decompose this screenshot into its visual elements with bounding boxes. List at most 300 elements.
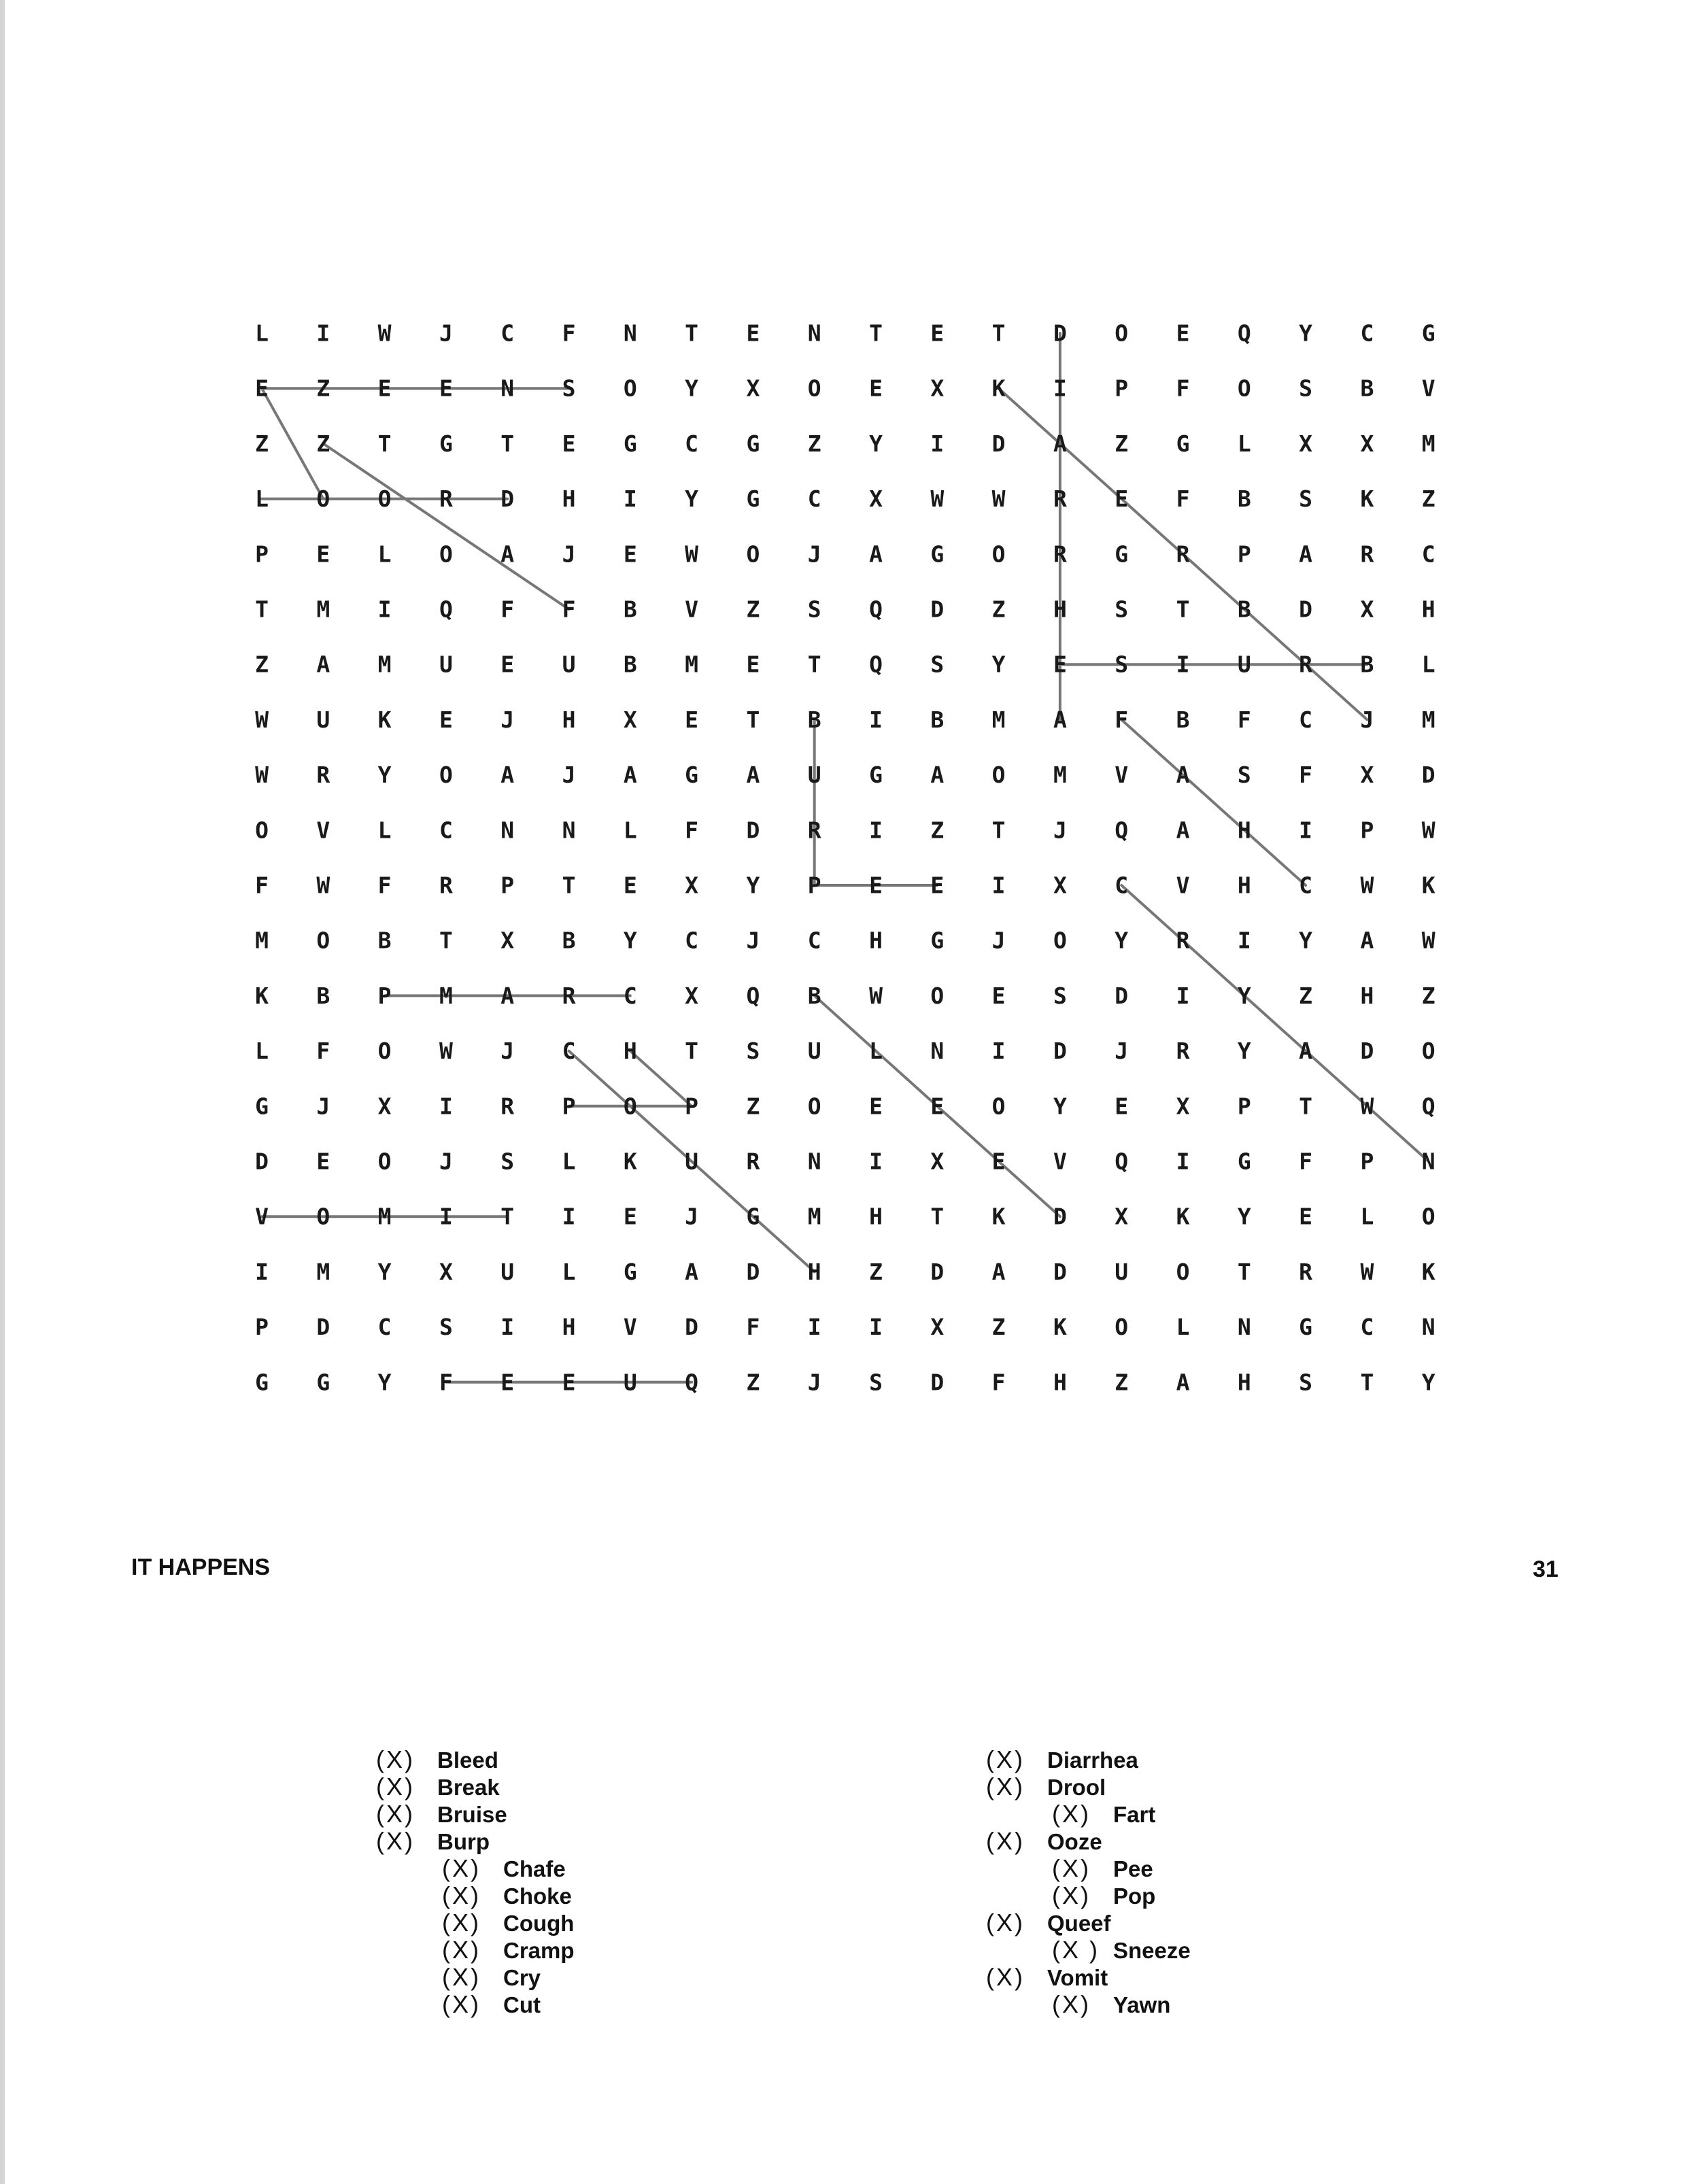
grid-letter[interactable]: J (1115, 1038, 1129, 1065)
grid-letter[interactable]: D (1299, 596, 1313, 623)
grid-letter[interactable]: B (930, 706, 945, 733)
grid-letter[interactable]: G (1115, 541, 1129, 568)
grid-letter[interactable]: M (439, 982, 453, 1009)
grid-letter[interactable]: I (807, 1314, 821, 1341)
grid-letter[interactable]: A (1299, 1038, 1313, 1065)
grid-letter[interactable]: D (746, 1258, 760, 1285)
grid-letter[interactable]: B (1237, 596, 1251, 623)
grid-letter[interactable]: A (316, 651, 330, 678)
grid-letter[interactable]: C (1115, 872, 1129, 899)
grid-letter[interactable]: G (316, 1369, 330, 1396)
grid-letter[interactable]: L (377, 541, 392, 568)
grid-letter[interactable]: U (1237, 651, 1251, 678)
grid-letter[interactable]: Y (991, 651, 1006, 678)
grid-letter[interactable]: U (500, 1258, 515, 1285)
grid-letter[interactable]: S (807, 596, 821, 623)
grid-letter[interactable]: T (1360, 1369, 1374, 1396)
grid-letter[interactable]: E (1053, 651, 1067, 678)
grid-letter[interactable]: T (439, 927, 453, 954)
grid-letter[interactable]: A (1360, 927, 1374, 954)
grid-letter[interactable]: K (377, 706, 392, 733)
grid-letter[interactable]: X (439, 1258, 453, 1285)
grid-letter[interactable]: U (807, 1038, 821, 1065)
grid-letter[interactable]: U (623, 1369, 637, 1396)
grid-letter[interactable]: J (562, 541, 576, 568)
grid-letter[interactable]: Z (1115, 430, 1129, 457)
grid-letter[interactable]: E (930, 872, 945, 899)
grid-letter[interactable]: T (685, 1038, 699, 1065)
grid-letter[interactable]: S (930, 651, 945, 678)
grid-letter[interactable]: A (1299, 541, 1313, 568)
grid-letter[interactable]: E (623, 872, 637, 899)
grid-letter[interactable]: X (1360, 762, 1374, 789)
grid-letter[interactable]: A (500, 541, 515, 568)
grid-letter[interactable]: I (1299, 817, 1313, 844)
grid-letter[interactable]: E (930, 1093, 945, 1120)
grid-letter[interactable]: F (439, 1369, 453, 1396)
grid-letter[interactable]: M (807, 1203, 821, 1230)
grid-letter[interactable]: E (500, 1369, 515, 1396)
grid-letter[interactable]: X (1360, 596, 1374, 623)
grid-letter[interactable]: Y (1115, 927, 1129, 954)
grid-letter[interactable]: M (316, 596, 330, 623)
grid-letter[interactable]: B (1360, 651, 1374, 678)
grid-letter[interactable]: V (1421, 375, 1435, 402)
grid-letter[interactable]: Z (869, 1258, 883, 1285)
grid-letter[interactable]: C (439, 817, 453, 844)
grid-letter[interactable]: A (623, 762, 637, 789)
grid-letter[interactable]: A (746, 762, 760, 789)
grid-letter[interactable]: E (869, 1093, 883, 1120)
grid-letter[interactable]: V (1176, 872, 1190, 899)
grid-letter[interactable]: F (1299, 762, 1313, 789)
grid-letter[interactable]: O (377, 485, 392, 513)
grid-letter[interactable]: V (1053, 1148, 1067, 1175)
grid-letter[interactable]: O (439, 541, 453, 568)
grid-letter[interactable]: J (439, 1148, 453, 1175)
grid-letter[interactable]: X (377, 1093, 392, 1120)
grid-letter[interactable]: M (377, 1203, 392, 1230)
grid-letter[interactable]: W (685, 541, 699, 568)
grid-letter[interactable]: F (562, 596, 576, 623)
grid-letter[interactable]: J (500, 1038, 515, 1065)
grid-letter[interactable]: Z (1115, 1369, 1129, 1396)
grid-letter[interactable]: R (500, 1093, 515, 1120)
grid-letter[interactable]: H (1421, 596, 1435, 623)
grid-letter[interactable]: G (746, 1203, 760, 1230)
grid-letter[interactable]: E (439, 375, 453, 402)
grid-letter[interactable]: B (807, 706, 821, 733)
grid-letter[interactable]: T (807, 651, 821, 678)
grid-letter[interactable]: I (991, 872, 1006, 899)
grid-letter[interactable]: X (930, 1314, 945, 1341)
grid-letter[interactable]: N (930, 1038, 945, 1065)
grid-letter[interactable]: I (500, 1314, 515, 1341)
grid-letter[interactable]: O (316, 1203, 330, 1230)
grid-letter[interactable]: V (1115, 762, 1129, 789)
grid-letter[interactable]: D (1053, 1258, 1067, 1285)
grid-letter[interactable]: E (316, 1148, 330, 1175)
grid-letter[interactable]: O (1421, 1038, 1435, 1065)
grid-letter[interactable]: T (746, 706, 760, 733)
grid-letter[interactable]: I (930, 430, 945, 457)
grid-letter[interactable]: I (255, 1258, 269, 1285)
grid-letter[interactable]: D (991, 430, 1006, 457)
grid-letter[interactable]: J (991, 927, 1006, 954)
grid-letter[interactable]: T (1176, 596, 1190, 623)
grid-letter[interactable]: L (255, 320, 269, 347)
grid-letter[interactable]: F (1115, 706, 1129, 733)
grid-letter[interactable]: D (316, 1314, 330, 1341)
grid-letter[interactable]: P (377, 982, 392, 1009)
grid-letter[interactable]: N (807, 320, 821, 347)
grid-letter[interactable]: D (1053, 320, 1067, 347)
grid-letter[interactable]: W (869, 982, 883, 1009)
grid-letter[interactable]: T (1237, 1258, 1251, 1285)
grid-letter[interactable]: L (623, 817, 637, 844)
grid-letter[interactable]: X (1176, 1093, 1190, 1120)
grid-letter[interactable]: J (807, 541, 821, 568)
grid-letter[interactable]: L (562, 1258, 576, 1285)
grid-letter[interactable]: D (930, 596, 945, 623)
grid-letter[interactable]: I (1053, 375, 1067, 402)
grid-letter[interactable]: K (1360, 485, 1374, 513)
grid-letter[interactable]: H (1053, 596, 1067, 623)
grid-letter[interactable]: K (255, 982, 269, 1009)
grid-letter[interactable]: Q (869, 596, 883, 623)
grid-letter[interactable]: T (255, 596, 269, 623)
grid-letter[interactable]: C (562, 1038, 576, 1065)
grid-letter[interactable]: M (1421, 706, 1435, 733)
grid-letter[interactable]: P (1360, 1148, 1374, 1175)
grid-letter[interactable]: S (746, 1038, 760, 1065)
grid-letter[interactable]: I (1176, 651, 1190, 678)
grid-letter[interactable]: W (1360, 1093, 1374, 1120)
grid-letter[interactable]: Y (1237, 1038, 1251, 1065)
grid-letter[interactable]: T (562, 872, 576, 899)
grid-letter[interactable]: C (807, 485, 821, 513)
grid-letter[interactable]: P (1237, 1093, 1251, 1120)
grid-letter[interactable]: O (316, 927, 330, 954)
grid-letter[interactable]: D (1053, 1038, 1067, 1065)
grid-letter[interactable]: O (991, 1093, 1006, 1120)
grid-letter[interactable]: F (685, 817, 699, 844)
grid-letter[interactable]: J (685, 1203, 699, 1230)
grid-letter[interactable]: O (1421, 1203, 1435, 1230)
grid-letter[interactable]: X (500, 927, 515, 954)
grid-letter[interactable]: G (439, 430, 453, 457)
grid-letter[interactable]: G (746, 485, 760, 513)
grid-letter[interactable]: E (991, 1148, 1006, 1175)
grid-letter[interactable]: R (807, 817, 821, 844)
grid-letter[interactable]: C (1360, 1314, 1374, 1341)
grid-letter[interactable]: Z (746, 1369, 760, 1396)
grid-letter[interactable]: J (1053, 817, 1067, 844)
grid-letter[interactable]: X (685, 872, 699, 899)
grid-letter[interactable]: Z (991, 1314, 1006, 1341)
grid-letter[interactable]: S (1299, 375, 1313, 402)
grid-letter[interactable]: R (1053, 541, 1067, 568)
grid-letter[interactable]: L (1421, 651, 1435, 678)
grid-letter[interactable]: H (562, 706, 576, 733)
grid-letter[interactable]: X (685, 982, 699, 1009)
grid-letter[interactable]: R (1299, 651, 1313, 678)
grid-letter[interactable]: Y (623, 927, 637, 954)
grid-letter[interactable]: O (991, 541, 1006, 568)
grid-letter[interactable]: L (562, 1148, 576, 1175)
grid-letter[interactable]: Y (1299, 927, 1313, 954)
grid-letter[interactable]: S (562, 375, 576, 402)
grid-letter[interactable]: T (500, 1203, 515, 1230)
grid-letter[interactable]: W (991, 485, 1006, 513)
grid-letter[interactable]: U (439, 651, 453, 678)
grid-letter[interactable]: Z (255, 651, 269, 678)
grid-letter[interactable]: J (562, 762, 576, 789)
grid-letter[interactable]: T (991, 320, 1006, 347)
grid-letter[interactable]: L (255, 1038, 269, 1065)
grid-letter[interactable]: N (500, 817, 515, 844)
grid-letter[interactable]: E (562, 1369, 576, 1396)
grid-letter[interactable]: Q (439, 596, 453, 623)
grid-letter[interactable]: B (807, 982, 821, 1009)
grid-letter[interactable]: O (1053, 927, 1067, 954)
grid-letter[interactable]: G (930, 541, 945, 568)
grid-letter[interactable]: E (869, 375, 883, 402)
grid-letter[interactable]: G (930, 927, 945, 954)
grid-letter[interactable]: P (1115, 375, 1129, 402)
grid-letter[interactable]: C (685, 430, 699, 457)
grid-letter[interactable]: T (930, 1203, 945, 1230)
grid-letter[interactable]: F (377, 872, 392, 899)
grid-letter[interactable]: M (316, 1258, 330, 1285)
grid-letter[interactable]: Y (1237, 1203, 1251, 1230)
grid-letter[interactable]: Z (807, 430, 821, 457)
grid-letter[interactable]: R (1360, 541, 1374, 568)
grid-letter[interactable]: J (439, 320, 453, 347)
grid-letter[interactable]: Y (685, 375, 699, 402)
grid-letter[interactable]: R (562, 982, 576, 1009)
grid-letter[interactable]: S (869, 1369, 883, 1396)
grid-letter[interactable]: P (1237, 541, 1251, 568)
grid-letter[interactable]: S (1053, 982, 1067, 1009)
grid-letter[interactable]: S (1237, 762, 1251, 789)
grid-letter[interactable]: C (807, 927, 821, 954)
grid-letter[interactable]: E (746, 320, 760, 347)
grid-letter[interactable]: X (1115, 1203, 1129, 1230)
grid-letter[interactable]: M (991, 706, 1006, 733)
grid-letter[interactable]: Z (1421, 982, 1435, 1009)
grid-letter[interactable]: C (1360, 320, 1374, 347)
grid-letter[interactable]: J (746, 927, 760, 954)
grid-letter[interactable]: O (807, 1093, 821, 1120)
grid-letter[interactable]: Y (869, 430, 883, 457)
grid-letter[interactable]: O (377, 1038, 392, 1065)
grid-letter[interactable]: D (255, 1148, 269, 1175)
grid-letter[interactable]: Q (746, 982, 760, 1009)
grid-letter[interactable]: D (1115, 982, 1129, 1009)
grid-letter[interactable]: G (255, 1369, 269, 1396)
grid-letter[interactable]: W (930, 485, 945, 513)
grid-letter[interactable]: I (869, 706, 883, 733)
grid-letter[interactable]: A (1176, 762, 1190, 789)
grid-letter[interactable]: Z (746, 1093, 760, 1120)
grid-letter[interactable]: V (623, 1314, 637, 1341)
grid-letter[interactable]: H (623, 1038, 637, 1065)
grid-letter[interactable]: P (500, 872, 515, 899)
grid-letter[interactable]: T (685, 320, 699, 347)
grid-letter[interactable]: K (1053, 1314, 1067, 1341)
grid-letter[interactable]: G (1176, 430, 1190, 457)
grid-letter[interactable]: F (1237, 706, 1251, 733)
grid-letter[interactable]: W (1421, 927, 1435, 954)
grid-letter[interactable]: Y (685, 485, 699, 513)
grid-letter[interactable]: B (1176, 706, 1190, 733)
grid-letter[interactable]: A (1053, 430, 1067, 457)
grid-letter[interactable]: L (255, 485, 269, 513)
grid-letter[interactable]: Q (1115, 1148, 1129, 1175)
grid-letter[interactable]: A (1176, 1369, 1190, 1396)
grid-letter[interactable]: U (562, 651, 576, 678)
grid-letter[interactable]: R (439, 485, 453, 513)
grid-letter[interactable]: U (685, 1148, 699, 1175)
grid-letter[interactable]: C (1421, 541, 1435, 568)
grid-letter[interactable]: B (1360, 375, 1374, 402)
grid-letter[interactable]: U (1115, 1258, 1129, 1285)
grid-letter[interactable]: X (930, 1148, 945, 1175)
grid-letter[interactable]: Y (377, 762, 392, 789)
grid-letter[interactable]: X (1360, 430, 1374, 457)
grid-letter[interactable]: E (930, 320, 945, 347)
grid-letter[interactable]: M (685, 651, 699, 678)
grid-letter[interactable]: Z (316, 430, 330, 457)
grid-letter[interactable]: H (1053, 1369, 1067, 1396)
grid-letter[interactable]: O (623, 375, 637, 402)
grid-letter[interactable]: E (255, 375, 269, 402)
grid-letter[interactable]: G (255, 1093, 269, 1120)
grid-letter[interactable]: N (623, 320, 637, 347)
grid-letter[interactable]: N (562, 817, 576, 844)
grid-letter[interactable]: E (377, 375, 392, 402)
grid-letter[interactable]: F (255, 872, 269, 899)
grid-letter[interactable]: L (1360, 1203, 1374, 1230)
grid-letter[interactable]: N (1237, 1314, 1251, 1341)
grid-letter[interactable]: E (991, 982, 1006, 1009)
grid-letter[interactable]: I (439, 1203, 453, 1230)
grid-letter[interactable]: B (562, 927, 576, 954)
grid-letter[interactable]: H (1237, 872, 1251, 899)
grid-letter[interactable]: Z (930, 817, 945, 844)
grid-letter[interactable]: E (1176, 320, 1190, 347)
grid-letter[interactable]: W (439, 1038, 453, 1065)
grid-letter[interactable]: Y (1299, 320, 1313, 347)
grid-letter[interactable]: E (1299, 1203, 1313, 1230)
grid-letter[interactable]: D (1053, 1203, 1067, 1230)
grid-letter[interactable]: F (562, 320, 576, 347)
grid-letter[interactable]: Q (1237, 320, 1251, 347)
grid-letter[interactable]: A (500, 982, 515, 1009)
grid-letter[interactable]: T (500, 430, 515, 457)
grid-letter[interactable]: P (685, 1093, 699, 1120)
grid-letter[interactable]: K (623, 1148, 637, 1175)
grid-letter[interactable]: Y (1053, 1093, 1067, 1120)
grid-letter[interactable]: A (685, 1258, 699, 1285)
grid-letter[interactable]: Z (991, 596, 1006, 623)
grid-letter[interactable]: Q (869, 651, 883, 678)
grid-letter[interactable]: L (1176, 1314, 1190, 1341)
grid-letter[interactable]: X (1053, 872, 1067, 899)
grid-letter[interactable]: B (1237, 485, 1251, 513)
grid-letter[interactable]: M (377, 651, 392, 678)
grid-letter[interactable]: K (991, 1203, 1006, 1230)
grid-letter[interactable]: E (1115, 1093, 1129, 1120)
grid-letter[interactable]: R (1299, 1258, 1313, 1285)
grid-letter[interactable]: T (377, 430, 392, 457)
grid-letter[interactable]: Y (1237, 982, 1251, 1009)
grid-letter[interactable]: Y (377, 1369, 392, 1396)
grid-letter[interactable]: W (255, 706, 269, 733)
grid-letter[interactable]: E (869, 872, 883, 899)
grid-letter[interactable]: X (623, 706, 637, 733)
grid-letter[interactable]: Q (1115, 817, 1129, 844)
grid-letter[interactable]: O (316, 485, 330, 513)
grid-letter[interactable]: A (500, 762, 515, 789)
grid-letter[interactable]: F (1176, 375, 1190, 402)
grid-letter[interactable]: K (1176, 1203, 1190, 1230)
grid-letter[interactable]: S (439, 1314, 453, 1341)
grid-letter[interactable]: E (623, 1203, 637, 1230)
grid-letter[interactable]: O (623, 1093, 637, 1120)
grid-letter[interactable]: L (1237, 430, 1251, 457)
grid-letter[interactable]: J (316, 1093, 330, 1120)
grid-letter[interactable]: E (623, 541, 637, 568)
grid-letter[interactable]: F (746, 1314, 760, 1341)
grid-letter[interactable]: H (562, 1314, 576, 1341)
grid-letter[interactable]: H (562, 485, 576, 513)
grid-letter[interactable]: F (1299, 1148, 1313, 1175)
grid-letter[interactable]: I (439, 1093, 453, 1120)
grid-letter[interactable]: D (685, 1314, 699, 1341)
grid-letter[interactable]: M (1421, 430, 1435, 457)
grid-letter[interactable]: R (1176, 1038, 1190, 1065)
grid-letter[interactable]: V (255, 1203, 269, 1230)
grid-letter[interactable]: Y (746, 872, 760, 899)
grid-letter[interactable]: W (316, 872, 330, 899)
grid-letter[interactable]: C (1299, 706, 1313, 733)
grid-letter[interactable]: R (1053, 485, 1067, 513)
grid-letter[interactable]: G (623, 1258, 637, 1285)
grid-letter[interactable]: O (746, 541, 760, 568)
grid-letter[interactable]: D (746, 817, 760, 844)
grid-letter[interactable]: G (1299, 1314, 1313, 1341)
grid-letter[interactable]: Z (746, 596, 760, 623)
grid-letter[interactable]: X (1299, 430, 1313, 457)
grid-letter[interactable]: K (1421, 1258, 1435, 1285)
grid-letter[interactable]: V (685, 596, 699, 623)
grid-letter[interactable]: R (1176, 541, 1190, 568)
grid-letter[interactable]: P (255, 1314, 269, 1341)
grid-letter[interactable]: G (685, 762, 699, 789)
grid-letter[interactable]: D (1360, 1038, 1374, 1065)
grid-letter[interactable]: X (930, 375, 945, 402)
grid-letter[interactable]: G (746, 430, 760, 457)
grid-letter[interactable]: S (1299, 1369, 1313, 1396)
grid-letter[interactable]: S (500, 1148, 515, 1175)
grid-letter[interactable]: H (869, 1203, 883, 1230)
grid-letter[interactable]: A (1053, 706, 1067, 733)
grid-letter[interactable]: Q (685, 1369, 699, 1396)
grid-letter[interactable]: Z (1299, 982, 1313, 1009)
grid-letter[interactable]: F (1176, 485, 1190, 513)
